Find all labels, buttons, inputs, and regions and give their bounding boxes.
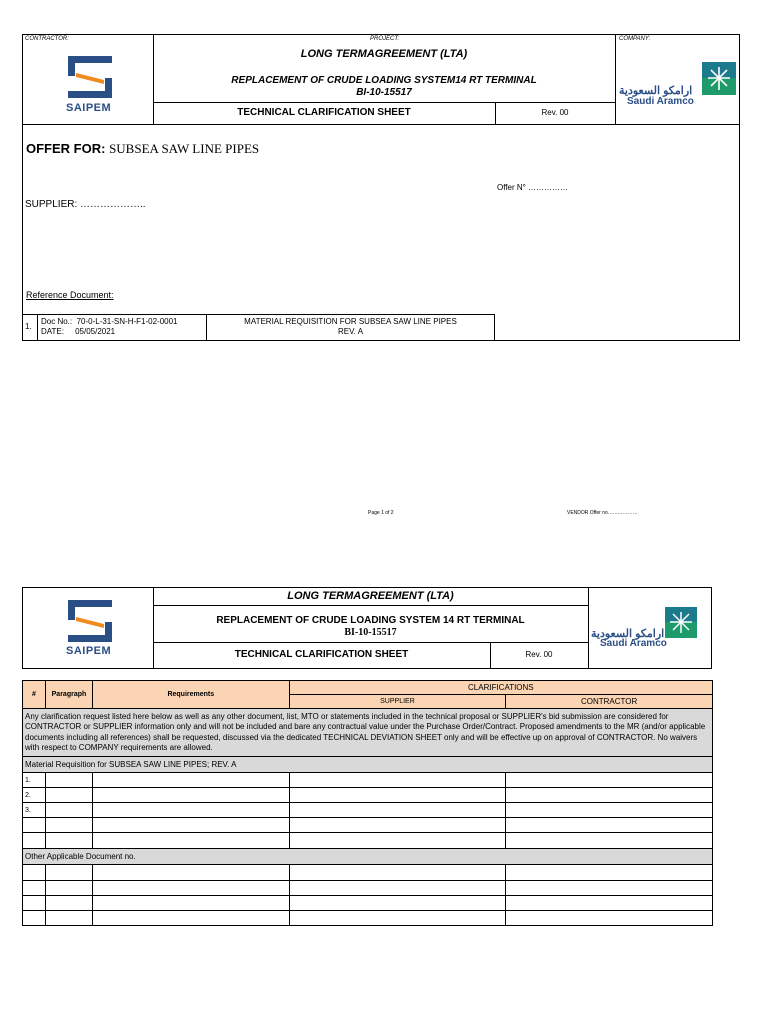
company-label: COMPANY:	[619, 36, 651, 42]
saipem-logo	[66, 56, 114, 114]
rev-label: Rev. 00	[525, 650, 553, 659]
aramco-arabic-wordmark: ارامكو السعودية	[591, 628, 665, 640]
clarification-table	[22, 680, 713, 926]
saipem-logo-icon	[68, 600, 112, 642]
col-contractor-header: CONTRACTOR	[506, 695, 713, 709]
ref-doc-no: Doc No.: 70-0-L-31-SN-H-F1-02-0001	[41, 317, 178, 326]
project-title: LONG TERMAGREEMENT (LTA)	[287, 590, 454, 602]
row-num	[23, 833, 46, 849]
offer-for-value: SUBSEA SAW LINE PIPES	[109, 141, 260, 156]
table-row	[23, 803, 713, 818]
col-clarifications-header: CLARIFICATIONS	[289, 681, 712, 695]
divider	[37, 314, 38, 341]
row-num	[23, 896, 46, 911]
offer-for-label: OFFER FOR:	[26, 141, 106, 156]
aramco-star-icon	[702, 62, 736, 95]
aramco-english-wordmark: Saudi Aramco	[600, 638, 667, 649]
table-row	[23, 865, 713, 881]
row-num	[23, 881, 46, 896]
row-num	[23, 818, 46, 833]
aramco-english-wordmark: Saudi Aramco	[627, 96, 694, 107]
divider	[153, 102, 615, 103]
divider	[153, 605, 588, 606]
sheet-title: TECHNICAL CLARIFICATION SHEET	[234, 649, 409, 660]
sheet-title: TECHNICAL CLARIFICATION SHEET	[237, 107, 411, 118]
ref-desc-line1: MATERIAL REQUISITION FOR SUBSEA SAW LINE PIPES	[244, 317, 457, 326]
col-num-header: #	[23, 681, 46, 709]
col-requirements-header: Requirements	[92, 681, 289, 709]
divider	[588, 587, 589, 669]
aramco-logo	[590, 607, 710, 657]
divider	[615, 34, 616, 125]
vendor-offer-no: VENDOR Offer no………………	[567, 510, 638, 516]
ref-date: DATE: 05/05/2021	[41, 327, 116, 336]
section-header: Material Requisition for SUBSEA SAW LINE PIPES; REV. A	[23, 757, 713, 773]
table-row	[23, 911, 713, 926]
row-num: 2.	[23, 788, 46, 803]
col-supplier-header: SUPPLIER	[289, 695, 506, 709]
table-row	[23, 773, 713, 788]
ref-num: 1.	[25, 322, 32, 331]
contractor-label: CONTRACTOR:	[25, 36, 69, 42]
project-code: BI-10-15517	[356, 87, 412, 98]
row-num: 3.	[23, 803, 46, 818]
page-number: Page 1 of 2	[368, 510, 394, 516]
supplier-field: SUPPLIER: ………………..	[25, 199, 146, 210]
saipem-wordmark: SAIPEM	[66, 102, 112, 114]
project-subtitle: REPLACEMENT OF CRUDE LOADING SYSTEM14 RT TERMINAL	[231, 75, 537, 86]
project-label: PROJECT:	[370, 36, 400, 42]
project-title: LONG TERMAGREEMENT (LTA)	[300, 48, 468, 60]
project-code: BI-10-15517	[344, 627, 397, 638]
offer-number: Offer N° ……………	[497, 183, 569, 192]
divider	[153, 642, 588, 643]
rev-label: Rev. 00	[541, 108, 569, 117]
aramco-star-icon	[665, 607, 697, 638]
aramco-arabic-wordmark: ارامكو السعودية	[619, 85, 693, 97]
reference-document-label: Reference Document:	[26, 290, 114, 300]
col-paragraph-header: Paragraph	[45, 681, 92, 709]
table-row	[23, 788, 713, 803]
ref-desc-line2: REV. A	[337, 327, 364, 336]
saipem-logo	[66, 600, 114, 658]
table-row	[23, 896, 713, 911]
table-row	[23, 818, 713, 833]
saipem-wordmark: SAIPEM	[66, 645, 112, 657]
project-subtitle: REPLACEMENT OF CRUDE LOADING SYSTEM 14 RT TERMINAL	[216, 615, 525, 626]
aramco-logo	[617, 62, 738, 112]
saipem-logo-icon	[68, 56, 112, 98]
row-num: 1.	[23, 773, 46, 788]
table-row	[23, 833, 713, 849]
row-num	[23, 865, 46, 881]
offer-for-line	[26, 141, 259, 157]
section-header: Other Applicable Document no.	[23, 849, 713, 865]
row-num	[23, 911, 46, 926]
table-row	[23, 881, 713, 896]
notice-text: Any clarification request listed here below as well as any other document, list, MTO or statements included in the technical proposal or SUPPLIER's bid submission are considered for CONTRACTOR or SUPPLIER information only and will not be included and bare any contractual value under the Purchase Order/Contract. Proposed amendments to the MR (and/or applicable documents including all references) shall be requested, discussed via the dedicated TECHNICAL DEVIATION SHEET only and will be effective up on approval of CONTRACTOR. No waivers with respect to COMPANY requirements are allowed.	[23, 709, 713, 757]
